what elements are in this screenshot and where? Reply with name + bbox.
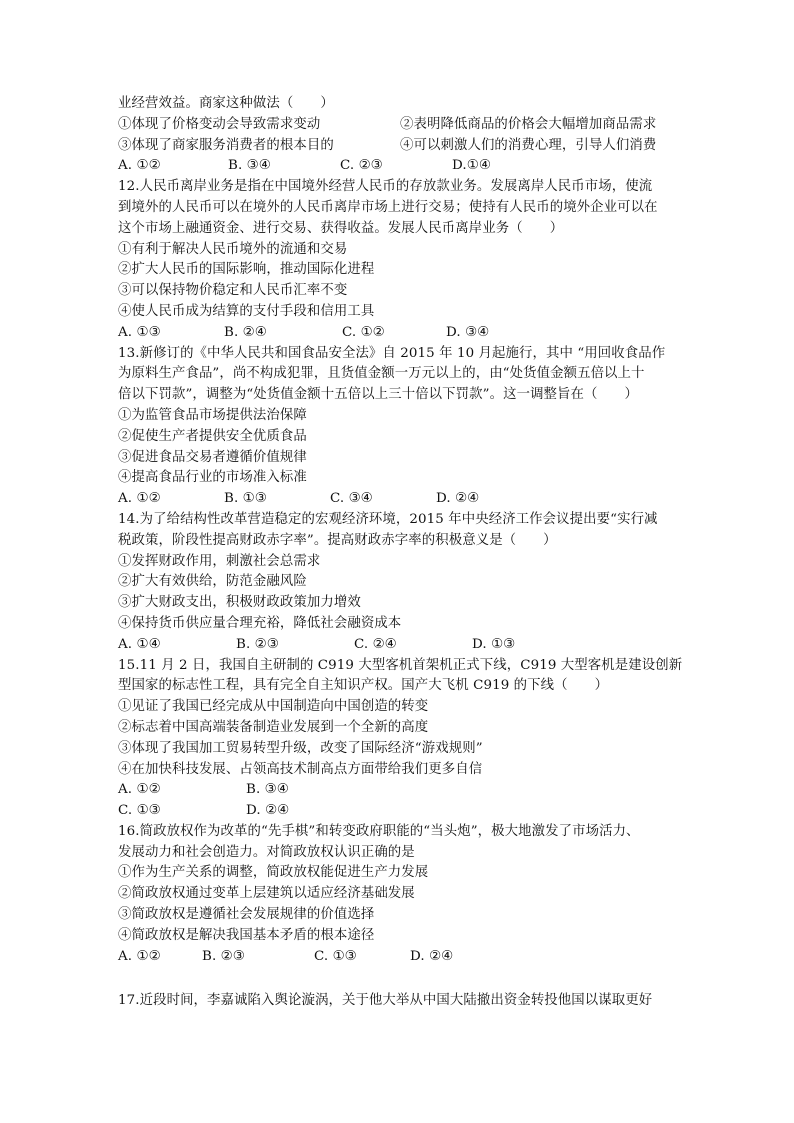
q14-choice-d: D. ①③ xyxy=(472,636,516,652)
q12-item-2: ②扩大人民币的国际影响，推动国际化进程 xyxy=(118,262,375,278)
q12-stem-line-2: 到境外的人民币可以在境外的人民币离岸市场上进行交易；使持有人民币的境外企业可以在 xyxy=(118,199,658,215)
page-content xyxy=(118,94,683,1012)
q11-choice-d: D.①④ xyxy=(452,158,491,174)
q12-choice-b: B. ②④ xyxy=(224,324,267,340)
q13-stem-line-2: 为原料生产食品”，尚不构成犯罪，且货值金额一万元以上的，由“处货值金额五倍以上十 xyxy=(118,366,645,382)
q16-choice-a: A. ①② xyxy=(118,948,161,964)
q13-item-3: ③促进食品交易者遵循价值规律 xyxy=(118,449,307,465)
q11-item-1: ①体现了价格变动会导致需求变动 xyxy=(118,116,321,132)
q15-choice-a: A. ①② xyxy=(118,782,161,798)
q16-stem-line-2: 发展动力和社会创造力。对简政放权认识正确的是 xyxy=(118,844,415,860)
q15-item-4: ④在加快科技发展、占领高技术制高点方面带给我们更多自信 xyxy=(118,761,483,777)
q16-choice-b: B. ②③ xyxy=(202,948,245,964)
q11-option-row-2 xyxy=(118,136,678,157)
q16-choice-d: D. ②④ xyxy=(410,948,454,964)
q15-choice-b: B. ③④ xyxy=(246,782,289,798)
q16-item-4: ④简政放权是解决我国基本矛盾的根本途径 xyxy=(118,927,375,943)
q13-choices xyxy=(118,489,678,510)
q11-stem-tail: 业经营效益。商家这种做法（ ） xyxy=(118,96,334,111)
q14-item-3: ③扩大财政支出，积极财政政策加力增效 xyxy=(118,595,361,611)
q13-stem-line-1: 13.新修订的《中华人民共和国食品安全法》自 2015 年 10 月起施行，其中 “用回收食品作 xyxy=(118,345,666,361)
q17-stem-line-1: 17.近段时间，李嘉诚陷入舆论漩涡，关于他大举从中国大陆撤出资金转投他国以谋取更好 xyxy=(118,993,653,1009)
q13-choice-a: A. ①② xyxy=(118,491,161,507)
q14-choices xyxy=(118,635,678,656)
q14-choice-b: B. ②③ xyxy=(236,636,279,652)
q13-item-2: ②促使生产者提供安全优质食品 xyxy=(118,428,307,444)
q14-stem-line-2: 税政策，阶段性提高财政赤字率”。提高财政赤字率的积极意义是（ ） xyxy=(118,532,557,548)
q15-item-1: ①见证了我国已经完成从中国制造向中国创造的转变 xyxy=(118,699,429,715)
q12-item-4: ④使人民币成为结算的支付手段和信用工具 xyxy=(118,303,375,319)
q14-item-1: ①发挥财政作用，刺激社会总需求 xyxy=(118,553,321,569)
blank-gap xyxy=(118,967,678,991)
q12-choice-a: A. ①③ xyxy=(118,324,161,340)
q13-stem-line-3: 倍以下罚款”，调整为“处货值金额十五倍以上三十倍以下罚款”。这一调整旨在（ ） xyxy=(118,387,638,403)
q15-choice-c: C. ①③ xyxy=(118,803,161,819)
q11-option-row-1 xyxy=(118,115,678,136)
q16-item-1: ①作为生产关系的调整，简政放权能促进生产力发展 xyxy=(118,865,429,881)
q16-item-2: ②简政放权通过变革上层建筑以适应经济基础发展 xyxy=(118,886,415,902)
q12-choice-d: D. ③④ xyxy=(446,324,490,340)
q16-choice-c: C. ①③ xyxy=(314,948,357,964)
q15-stem-line-2: 型国家的标志性工程，具有完全自主知识产权。国产大飞机 C919 的下线（ ） xyxy=(118,678,609,694)
q14-choice-a: A. ①④ xyxy=(118,636,161,652)
q15-stem-line-1: 15.11 月 2 日，我国自主研制的 C919 大型客机首架机正式下线，C919 大型客机是建设创新 xyxy=(118,657,683,673)
q13-choice-b: B. ①③ xyxy=(224,491,267,507)
q13-item-1: ①为监管食品市场提供法治保障 xyxy=(118,407,307,423)
q11-choice-b: B. ③④ xyxy=(228,158,271,174)
q12-stem-line-3: 这个市场上融通资金、进行交易、获得收益。发展人民币离岸业务（ ） xyxy=(118,220,564,236)
q13-choice-c: C. ③④ xyxy=(330,491,373,507)
q15-choices-row-1 xyxy=(118,780,678,801)
q15-choices-row-2 xyxy=(118,801,678,822)
q11-item-3: ③体现了商家服务消费者的根本目的 xyxy=(118,137,334,153)
q12-choices xyxy=(118,323,678,344)
q11-choice-c: C. ②③ xyxy=(340,158,383,174)
q12-stem-line-1: 12.人民币离岸业务是指在中国境外经营人民币的存放款业务。发展离岸人民币市场，使流 xyxy=(118,179,653,195)
q11-choice-a: A. ①② xyxy=(118,158,161,174)
q12-item-3: ③可以保持物价稳定和人民币汇率不变 xyxy=(118,283,348,299)
q14-choice-c: C. ②④ xyxy=(354,636,397,652)
q11-item-4: ④可以刺激人们的消费心理，引导人们消费 xyxy=(400,137,657,153)
q16-stem-line-1: 16.简政放权作为改革的“先手棋”和转变政府职能的“当头炮”，极大地激发了市场活力、 xyxy=(118,823,640,839)
q13-choice-d: D. ②④ xyxy=(436,491,480,507)
q14-stem-line-1: 14.为了给结构性改革营造稳定的宏观经济环境，2015 年中央经济工作会议提出要“实行减 xyxy=(118,511,658,527)
q15-item-2: ②标志着中国高端装备制造业发展到一个全新的高度 xyxy=(118,719,429,735)
q12-choice-c: C. ①② xyxy=(342,324,385,340)
q16-item-3: ③简政放权是遵循社会发展规律的价值选择 xyxy=(118,907,375,923)
q11-item-2: ②表明降低商品的价格会大幅增加商品需求 xyxy=(400,116,657,132)
q15-item-3: ③体现了我国加工贸易转型升级，改变了国际经济“游戏规则” xyxy=(118,740,483,756)
q14-item-2: ②扩大有效供给，防范金融风险 xyxy=(118,574,307,590)
q13-item-4: ④提高食品行业的市场准入标准 xyxy=(118,470,307,486)
q12-item-1: ①有利于解决人民币境外的流通和交易 xyxy=(118,241,348,257)
q14-item-4: ④保持货币供应量合理充裕，降低社会融资成本 xyxy=(118,615,402,631)
q16-choices xyxy=(118,947,678,968)
q11-choices xyxy=(118,156,678,177)
q15-choice-d: D. ②④ xyxy=(246,803,290,819)
